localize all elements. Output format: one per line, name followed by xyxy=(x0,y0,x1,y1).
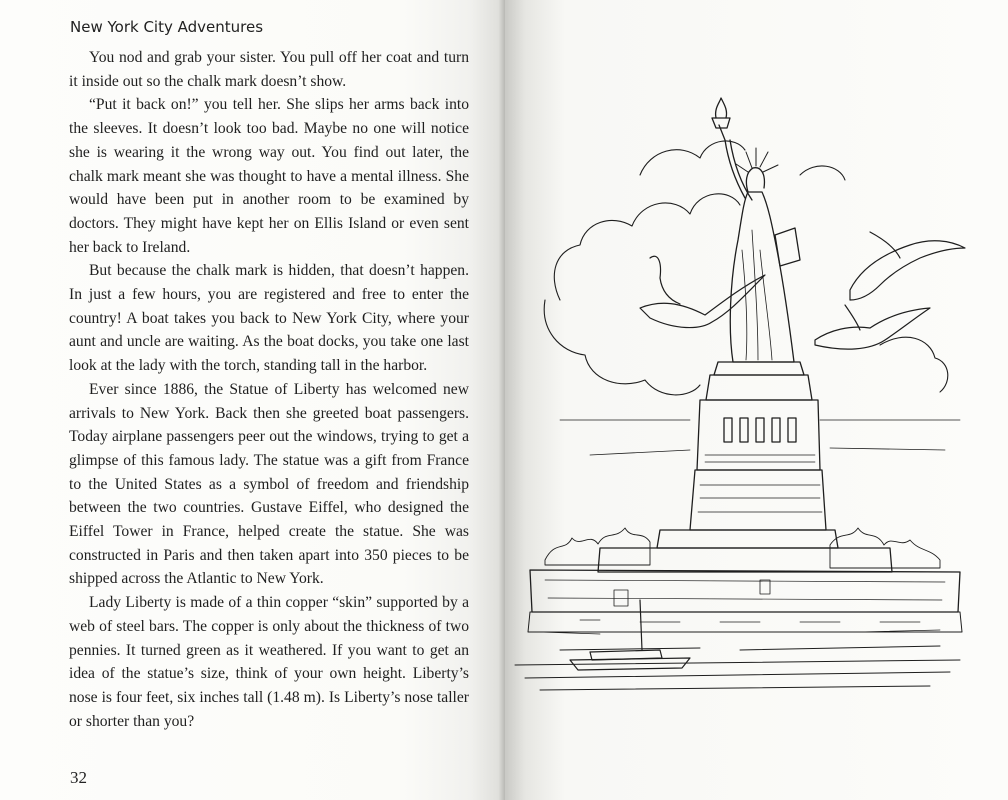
statue-of-liberty-illustration xyxy=(510,95,980,695)
water-lines xyxy=(515,646,960,690)
paragraph-2: “Put it back on!” you tell her. She slips her arms back into the sleeves. It doesn’t look too bad. Maybe no one will notice she is wearing it the wrong way out. You find out later, the chalk mark meant she was thought to have a mental illness. She would have been put in another room to be examined by doctors. They might have kept her on Ellis Island or even sent her back to Ireland. xyxy=(69,96,469,256)
paragraph-4: Ever since 1886, the Statue of Liberty has welcomed new arrivals to New York. Back then she greeted boat passengers. Today airplane passengers peer out the windows, trying to get a glimpse of this famous lady. The statue was a gift from France to the United States as a symbol of freedom and friendship between the two countries. Gustave Eiffel, who designed the Eiffel Tower in France, helped create the statue. She was constructed in Paris and then taken apart into 350 pieces to be shipped across the Atlantic to New York. xyxy=(69,380,469,588)
fort-base xyxy=(528,570,962,632)
pedestal xyxy=(690,362,826,530)
boat-drawing xyxy=(570,600,690,670)
running-head: New York City Adventures xyxy=(70,18,264,36)
statue-figure xyxy=(712,98,800,362)
page-number: 32 xyxy=(70,768,87,787)
fort-details xyxy=(540,580,940,634)
seagull-drawing xyxy=(640,232,965,349)
paragraph-5: Lady Liberty is made of a thin copper “skin” supported by a web of steel bars. The copper is only about the thickness of two pennies. It turned green as it weathered. If you want to get an idea of the statue’s size, think of your own height. Liberty’s nose is four feet, six inches tall (1.48 m). Is Liberty’s nose taller or shorter than you? xyxy=(69,594,469,730)
paragraph-3: But because the chalk mark is hidden, that doesn’t happen. In just a few hours, you are registered and free to enter the country! A boat takes you back to New York City, where your aunt and uncle are waiting. As the boat docks, you take one last look at the lady with the torch, standing tall in the harbor. xyxy=(69,262,469,375)
body-text xyxy=(69,46,469,733)
paragraph-1: You nod and grab your sister. You pull off her coat and turn it inside out so the chalk mark doesn’t show. xyxy=(69,49,469,90)
cloud-drawing xyxy=(544,141,960,455)
